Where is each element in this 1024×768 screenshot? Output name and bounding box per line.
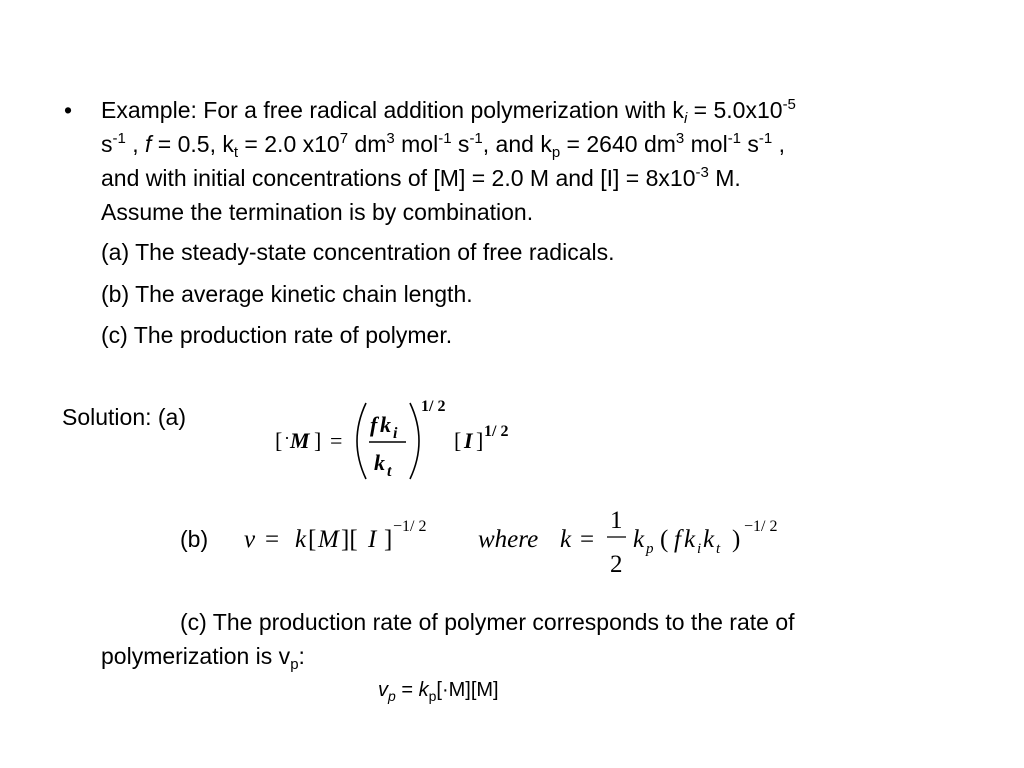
eq-b-half-num: 1 (610, 507, 623, 534)
text-fragment: = 2640 dm (560, 131, 676, 157)
eq-c-v-sub: p (388, 688, 396, 704)
text-fragment: p (290, 656, 299, 673)
eq-b-where: where (478, 526, 539, 553)
text-fragment: -1 (469, 130, 483, 147)
eq-b-kt-sub: t (716, 541, 721, 557)
solution-c-line-1: (c) The production rate of polymer corresponds to the rate of (180, 609, 795, 635)
text-fragment: s (101, 131, 113, 157)
text-fragment: , and k (482, 131, 552, 157)
text-fragment: p (551, 144, 561, 161)
eq-b-equals-2: = (580, 526, 595, 553)
eq-b-exponent-2: −1/ 2 (744, 518, 778, 535)
text-fragment: -1 (727, 130, 742, 147)
text-fragment: M. (708, 165, 741, 191)
eq-a-dot: · (284, 428, 290, 448)
text-fragment: s (741, 131, 759, 157)
text-fragment: 7 (339, 130, 349, 147)
eq-a-num-k: k (380, 412, 391, 437)
eq-a-I-close: ] (476, 428, 484, 453)
intro-line-2 (101, 127, 785, 161)
eq-b-M-open: [ (308, 526, 317, 553)
text-fragment: 3 (386, 130, 395, 147)
eq-b-I: I (368, 526, 377, 553)
solution-c-line-2 (101, 639, 305, 673)
text-fragment: = 5.0x10 (687, 97, 783, 123)
eq-b-ki-sub: i (697, 541, 702, 557)
text-fragment: mol (684, 131, 728, 157)
text-fragment: Example: For a free radical addition polymerization with k (101, 97, 684, 123)
text-fragment: -1 (758, 130, 773, 147)
eq-b-kt: k (703, 526, 715, 553)
eq-a-equals: = (330, 428, 343, 453)
text-fragment: , (772, 131, 786, 157)
eq-b-paren-open: ( (660, 526, 669, 553)
eq-b-v: v (244, 526, 256, 553)
text-fragment: -5 (782, 96, 796, 113)
eq-c-rest: [·M][M] (436, 679, 499, 701)
solution-label-b: (b) (180, 526, 209, 552)
intro-line-4: Assume the termination is by combination. (101, 199, 534, 225)
equation-a (270, 390, 530, 495)
eq-b-M: M (318, 526, 339, 553)
eq-b-half-den: 2 (610, 551, 623, 578)
eq-a-exponent-1: 1/ 2 (421, 398, 446, 415)
eq-a-den-k: k (374, 450, 385, 475)
eq-b-k: k (295, 526, 307, 553)
text-fragment: = 0.5, k (151, 131, 234, 157)
eq-c-k-sub: p (428, 688, 437, 704)
text-fragment: , (125, 131, 146, 157)
eq-a-paren-right (410, 403, 419, 479)
text-fragment: -1 (438, 130, 452, 147)
text-fragment: t (233, 144, 239, 161)
text-fragment: f (145, 131, 152, 157)
eq-a-I: I (464, 428, 473, 453)
eq-b-f: f (674, 526, 681, 553)
question-b: (b) The average kinetic chain length. (101, 281, 473, 307)
question-c: (c) The production rate of polymer. (101, 322, 453, 348)
eq-b-M-close: ][ (341, 526, 358, 553)
eq-b-equals-1: = (265, 526, 280, 553)
equation-b (240, 495, 800, 590)
intro-line-3 (101, 161, 741, 195)
text-fragment: polymerization is v (101, 643, 291, 669)
eq-b-k2: k (560, 526, 572, 553)
solution-label-a: Solution: (a) (62, 404, 187, 430)
text-fragment: i (683, 110, 688, 127)
eq-c-k: k (418, 679, 429, 701)
text-fragment: and with initial concentrations of [M] = 2.0 M and [I] = 8x10 (101, 165, 696, 191)
text-fragment: dm (348, 131, 387, 157)
eq-a-num-i: i (393, 425, 398, 442)
equation-c (378, 676, 499, 704)
eq-a-I-open: [ (454, 428, 462, 453)
eq-c-v: v (378, 679, 388, 701)
eq-a-bracket-open: [ (275, 428, 283, 453)
text-fragment: 3 (675, 130, 685, 147)
text-fragment: = 2.0 x10 (238, 131, 340, 157)
eq-c-equals: = (395, 679, 419, 701)
eq-a-den-t: t (387, 463, 392, 480)
question-a: (a) The steady-state concentration of free radicals. (101, 239, 615, 265)
text-fragment: s (451, 131, 470, 157)
eq-b-exponent-1: −1/ 2 (393, 518, 427, 535)
eq-b-kp: k (633, 526, 645, 553)
eq-a-bracket-close: ] (314, 428, 322, 453)
eq-a-exponent-2: 1/ 2 (484, 423, 509, 440)
eq-b-I-close: ] (384, 526, 393, 553)
text-fragment: : (298, 643, 305, 669)
text-fragment: -3 (695, 164, 709, 181)
eq-a-num-f: f (370, 412, 378, 437)
eq-a-M: M (290, 428, 310, 453)
bullet-marker: • (64, 97, 73, 123)
text-fragment: mol (394, 131, 439, 157)
eq-b-paren-close: ) (732, 526, 741, 553)
eq-b-kp-sub: p (646, 541, 654, 557)
eq-a-paren-left (357, 403, 366, 479)
text-fragment: -1 (112, 130, 126, 147)
eq-b-ki: k (684, 526, 696, 553)
intro-line-1 (101, 93, 796, 127)
